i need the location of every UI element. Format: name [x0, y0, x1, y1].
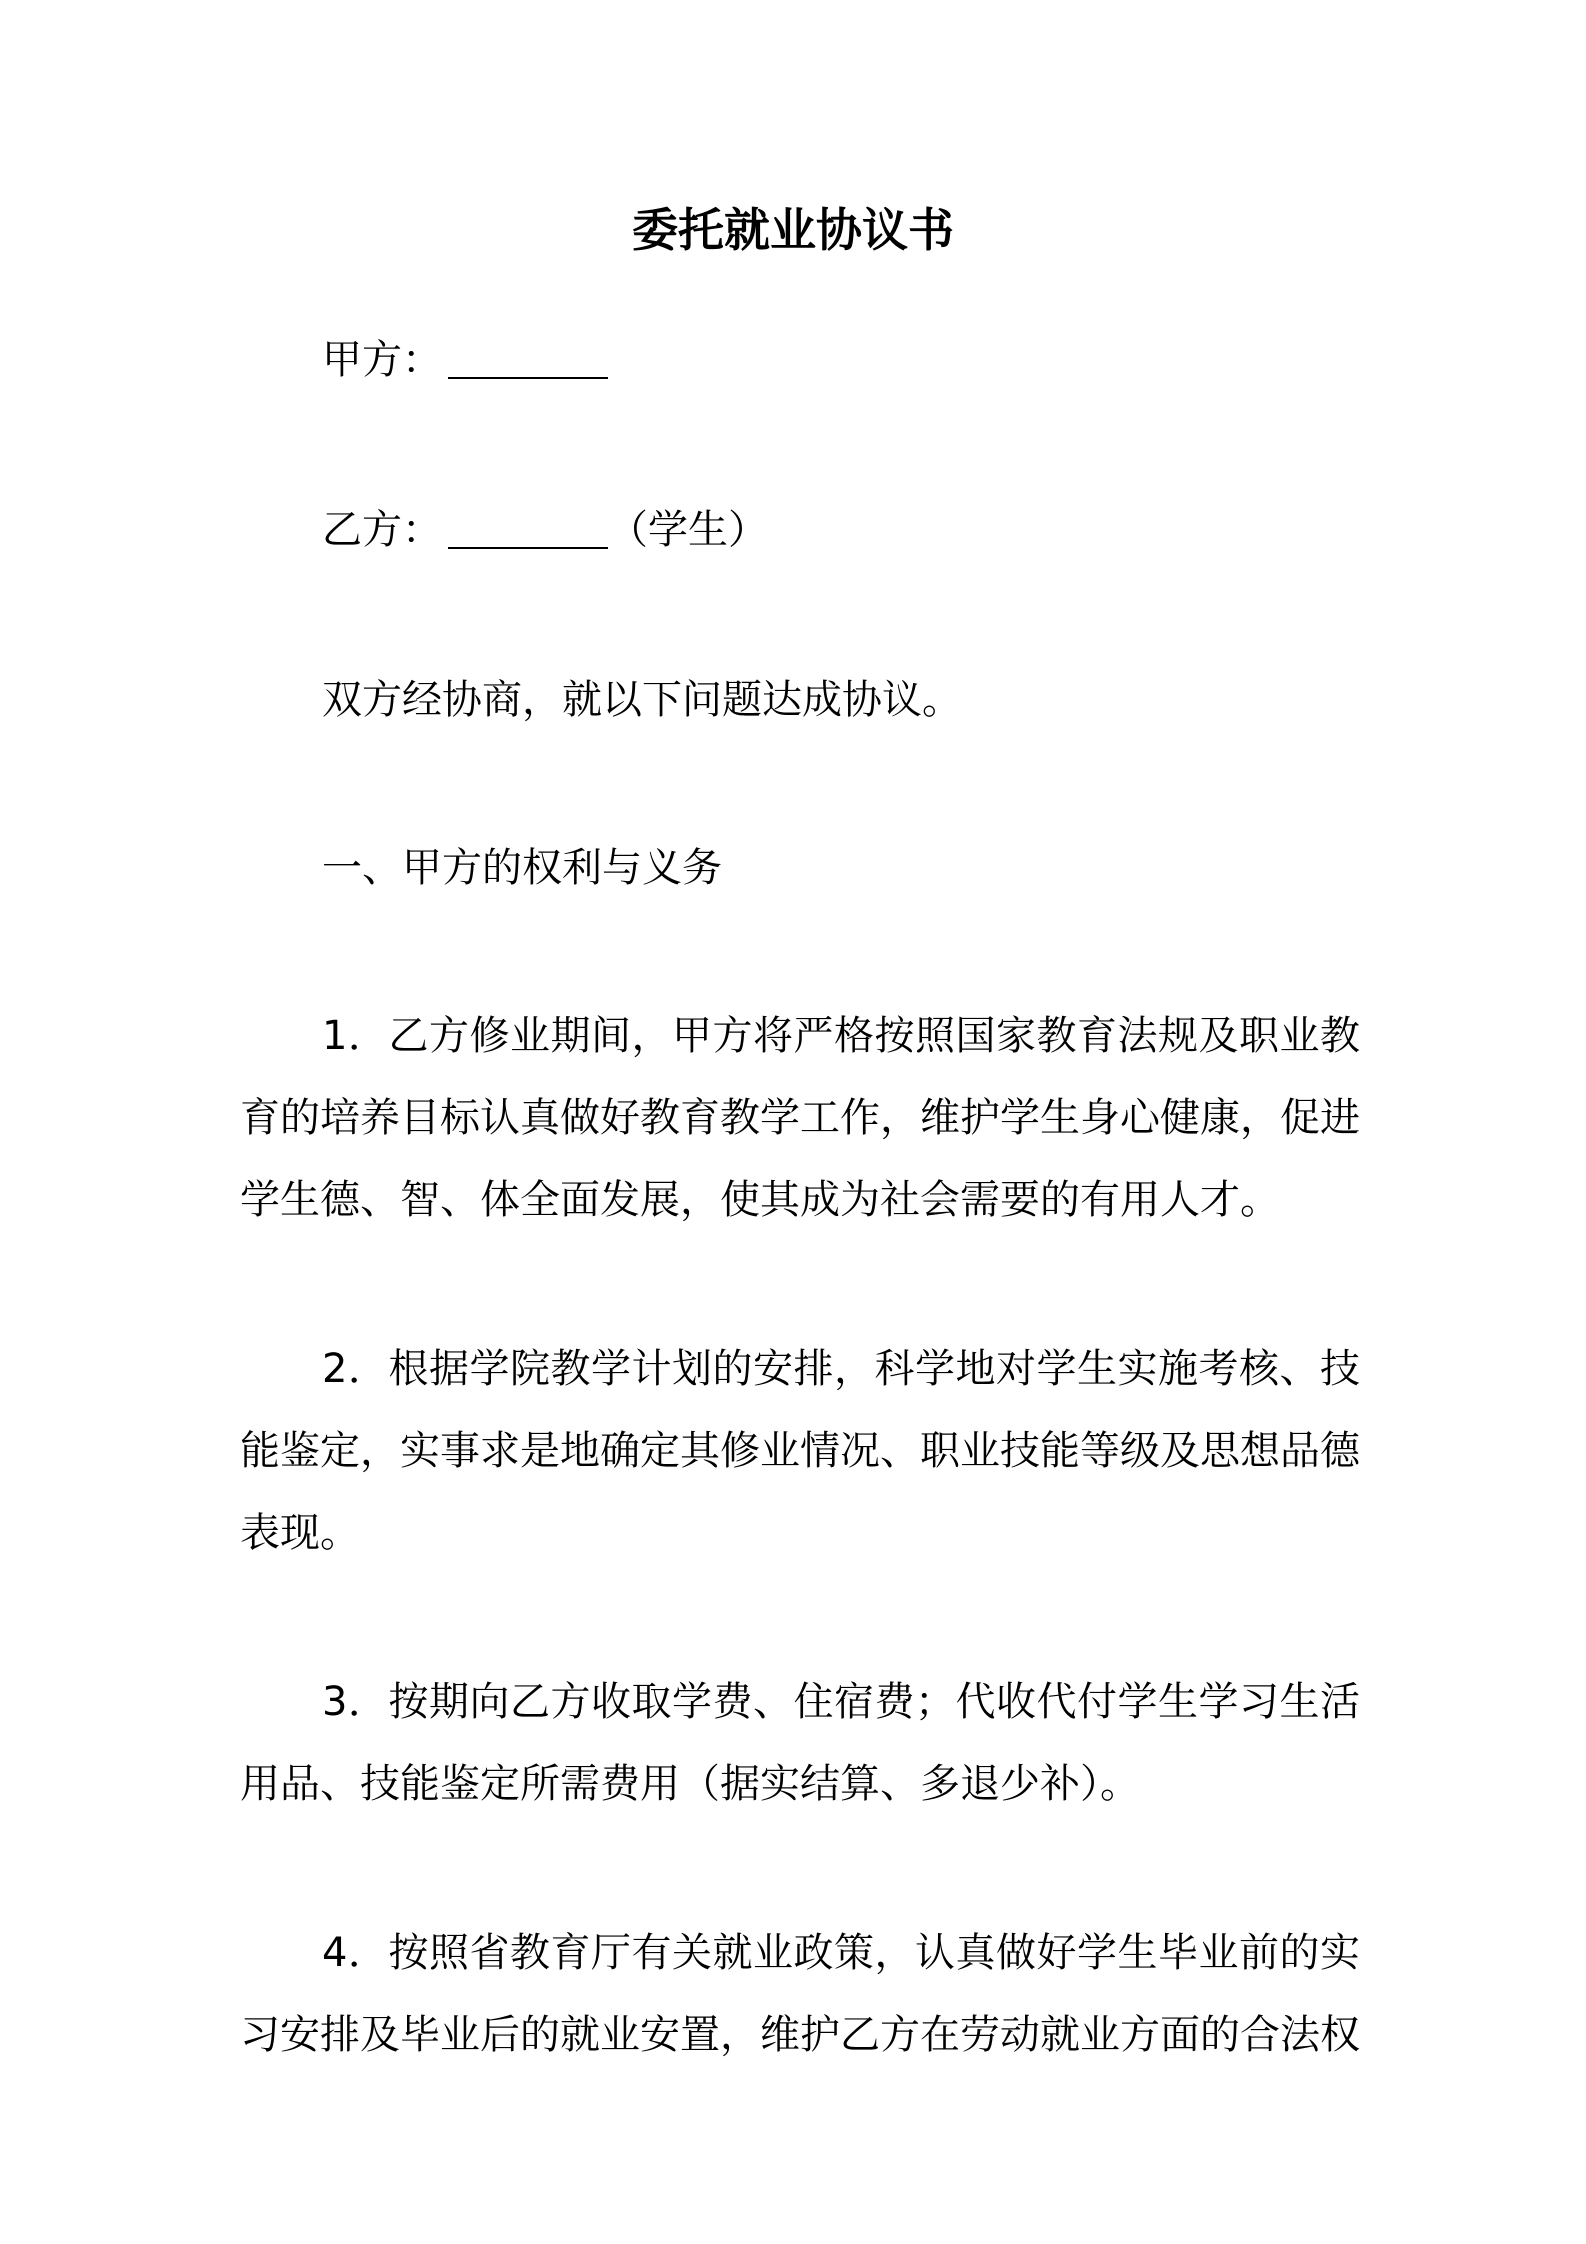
- party-a-line: [322, 332, 608, 388]
- section-1-heading: 一、甲方的权利与义务: [322, 845, 722, 891]
- section-1-item-2: 2．根据学院教学计划的安排，科学地对学生实施考核、技能鉴定，实事求是地确定其修业情况、职业技能等级及思想品德表现。: [240, 1346, 1360, 1556]
- party-a-label: 甲方：: [322, 337, 442, 383]
- section-1-item-1: 1．乙方修业期间，甲方将严格按照国家教育法规及职业教育的培养目标认真做好教育教学工作，维护学生身心健康，促进学生德、智、体全面发展，使其成为社会需要的有用人才。: [240, 1013, 1360, 1223]
- party-a-blank: [448, 337, 608, 379]
- party-b-blank: [448, 507, 608, 549]
- section-1-item-3: 3．按期向乙方收取学费、住宿费；代收代付学生学习生活用品、技能鉴定所需费用（据实结算、多退少补）。: [240, 1679, 1360, 1807]
- party-b-line: [322, 502, 768, 558]
- document-title: 委托就业协议书: [632, 203, 954, 257]
- party-b-suffix: （学生）: [608, 507, 768, 553]
- intro-text: 双方经协商，就以下问题达成协议。: [322, 677, 962, 723]
- party-b-label: 乙方：: [322, 507, 442, 553]
- section-1-item-4: 4．按照省教育厅有关就业政策，认真做好学生毕业前的实习安排及毕业后的就业安置，维护乙方在劳动就业方面的合法权: [240, 1930, 1360, 2058]
